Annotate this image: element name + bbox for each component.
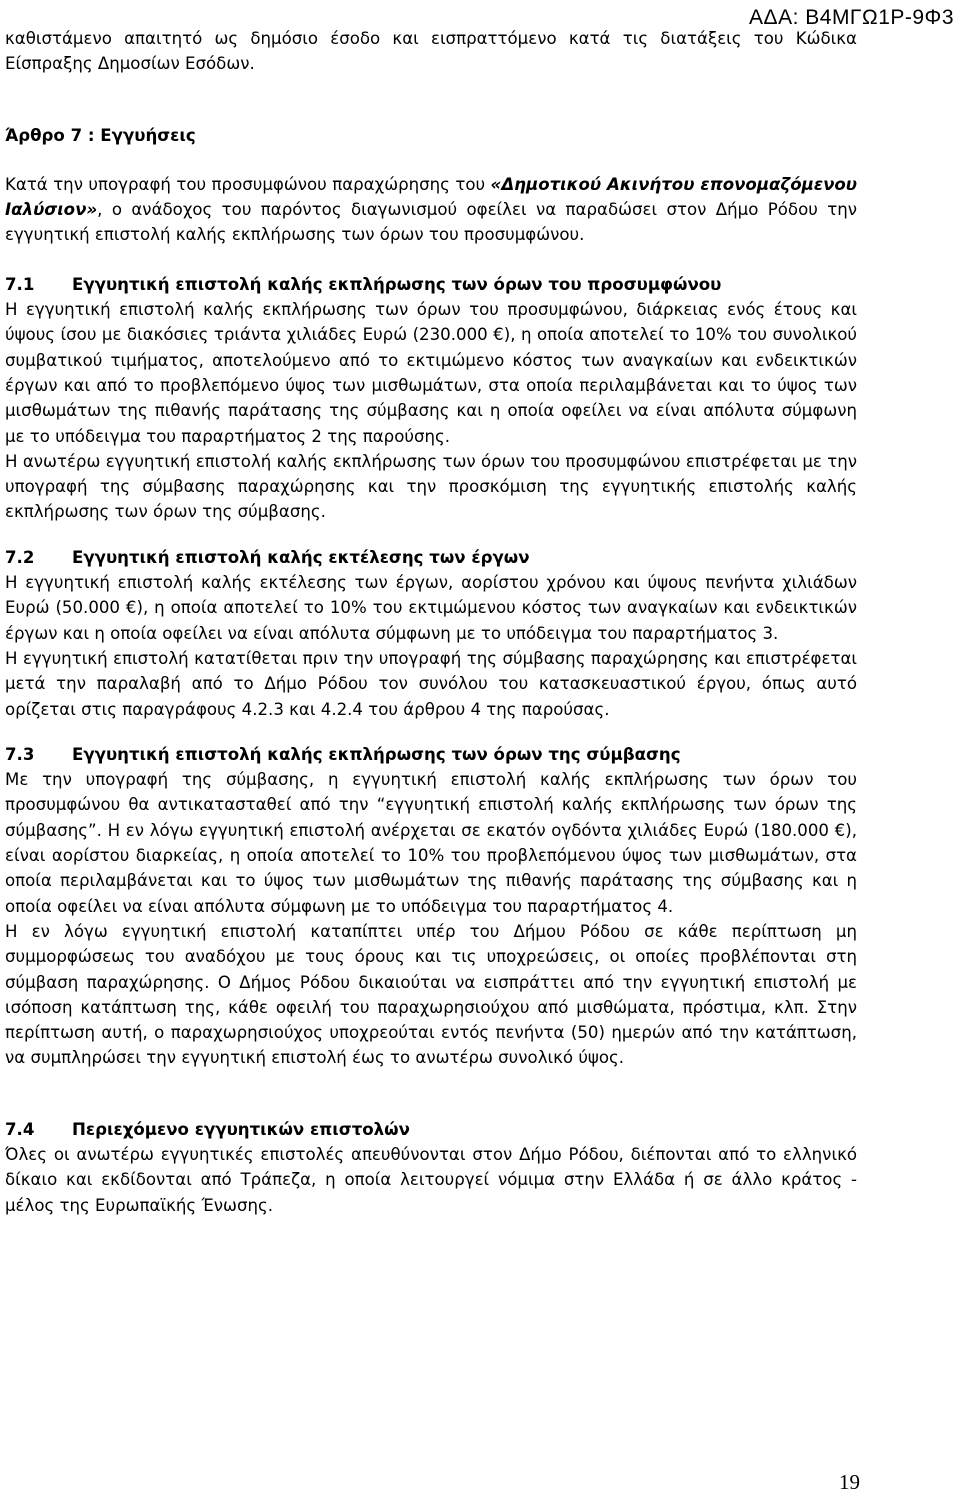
property-name: «Δημοτικού Ακινήτου επονομαζόμενου Ιαλύσιον» [5, 174, 857, 220]
section-number: 7.1 [5, 274, 35, 294]
section-7-4-paragraph-1: Όλες οι ανωτέρω εγγυητικές επιστολές απευθύνονται στον Δήμο Ρόδου, διέπονται από το ελληνικό δίκαιο και εκδίδονται από Τράπεζα, η οποία λειτουργεί νόμιμα στην Ελλάδα ή σε άλλο κράτος - μέλος της Ευρωπαϊκής Ένωσης. [5, 1144, 857, 1215]
spacer [5, 722, 857, 742]
article-7-heading: Άρθρο 7 : Εγγυήσεις [5, 125, 196, 145]
intro-paragraph: καθιστάμενο απαιτητό ως δημόσιο έσοδο και εισπραττόμενο κατά τις διατάξεις του Κώδικα Είσπραξης Δημοσίων Εσόδων. [5, 29, 857, 74]
section-number: 7.4 [5, 1119, 35, 1139]
section-title: Εγγυητική επιστολή καλής εκτέλεσης των έργων [72, 547, 530, 567]
section-7-3-paragraph-1: Με την υπογραφή της σύμβασης, η εγγυητική επιστολή καλής εκπλήρωσης των όρων του προσυμφώνου θα αντικατασταθεί από την “εγγυητική επιστολή καλής εκπλήρωσης των όρων της σύμβασης”. Η εν λόγω εγγυητική επιστολή ανέρχεται σε εκατόν ογδόντα χιλιάδες Ευρώ (180.000 €), είναι αορίστου διαρκείας, η οποία αποτελεί το 10% του προβλεπόμενου ύψος των μισθωμάτων, στα οποία περιλαμβάνεται και το ύψος των μισθωμάτων της πιθανής παράτασης της σύμβασης και η οποία οφείλει να είναι απόλυτα σύμφωνη με το υπόδειγμα του παραρτήματος 4. [5, 770, 857, 916]
section-7-3-heading [5, 742, 857, 767]
section-number: 7.2 [5, 547, 35, 567]
section-7-1-paragraph-2: Η ανωτέρω εγγυητική επιστολή καλής εκπλήρωσης των όρων του προσυμφώνου επιστρέφεται με την υπογραφή της σύμβασης παραχώρησης και την προσκόμιση της εγγυητικής επιστολής καλής εκπλήρωσης των όρων της σύμβασης. [5, 451, 857, 522]
section-title: Εγγυητική επιστολή καλής εκπλήρωσης των όρων της σύμβασης [72, 744, 681, 764]
spacer [5, 248, 857, 272]
section-7-1-paragraph-1: Η εγγυητική επιστολή καλής εκπλήρωσης των όρων του προσυμφώνου, διάρκειας ενός έτους και ύψους ίσου με διακόσιες τριάντα χιλιάδες Ευρώ (230.000 €), η οποία αποτελεί το 10% του συνολικού συμβατικού τιμήματος, αποτελούμενο από το εκτιμώμενο κόστος των αναγκαίων και ενδεικτικών έργων και από το προβλεπόμενο ύψος των μισθωμάτων, στα οποία περιλαμβάνεται και το ύψος των μισθωμάτων της πιθανής παράτασης της σύμβασης και η οποία οφείλει να είναι απόλυτα σύμφωνη με το υπόδειγμα του παραρτήματος 2 της παρούσης. [5, 300, 857, 446]
section-7-2-heading [5, 545, 857, 570]
section-7-3-paragraph-2: Η εν λόγω εγγυητική επιστολή καταπίπτει υπέρ του Δήμου Ρόδου σε κάθε περίπτωση μη συμμορφώσεως του αναδόχου με τους όρους και τις υποχρεώσεις, οι οποίες προβλέπονται στη σύμβαση παραχώρησης. Ο Δήμος Ρόδου δικαιούται να εισπράττει από την εγγυητική επιστολή με ισόποση κατάπτωση της, κάθε οφειλή του παραχωρησιούχου από μισθώματα, πρόστιμα, κλπ. Στην περίπτωση αυτή, ο παραχωρησιούχος υποχρεούται εντός πενήντα (50) ημερών από την κατάπτωση, να συμπληρώσει την εγγυητική επιστολή έως το ανωτέρω συνολικό ύψος. [5, 921, 857, 1068]
spacer [5, 1071, 857, 1117]
section-7-2-paragraph-2: Η εγγυητική επιστολή κατατίθεται πριν την υπογραφή της σύμβασης παραχώρησης και επιστρέφεται μετά την παραλαβή από το Δήμο Ρόδου τον συνόλου του κατασκευαστικού έργου, όπως αυτό ορίζεται στις παραγράφους 4.2.3 και 4.2.4 του άρθρου 4 της παρούσας. [5, 648, 857, 719]
section-7-1-heading [5, 272, 857, 297]
article-7-intro: Κατά την υπογραφή του προσυμφώνου παραχώρησης του «Δημοτικού Ακινήτου επονομαζόμενου Ιαλύσιον», ο ανάδοχος του παρόντος διαγωνισμού οφείλει να παραδώσει στον Δήμο Ρόδου την εγγυητική επιστολή καλής εκπλήρωσης των όρων του προσυμφώνου. [5, 174, 857, 245]
section-7-2-paragraph-1: Η εγγυητική επιστολή καλής εκτέλεσης των έργων, αορίστου χρόνου και ύψους πενήντα χιλιάδων Ευρώ (50.000 €), η οποία αποτελεί το 10% του εκτιμώμενου κόστος των αναγκαίων και ενδεικτικών έργων και η οποία οφείλει να είναι απόλυτα σύμφωνη με το υπόδειγμα του παραρτήματος 3. [5, 573, 857, 643]
page-number: 19 [839, 1470, 860, 1494]
spacer [5, 148, 857, 172]
spacer [5, 525, 857, 545]
section-title: Εγγυητική επιστολή καλής εκπλήρωσης των όρων του προσυμφώνου [72, 274, 722, 294]
document-page [5, 0, 857, 1218]
section-number: 7.3 [5, 744, 35, 764]
section-title: Περιεχόμενο εγγυητικών επιστολών [72, 1119, 410, 1139]
section-7-4-heading [5, 1117, 857, 1142]
ada-code: ΑΔΑ: Β4ΜΓΩ1Ρ-9Φ3 [749, 6, 954, 29]
spacer [5, 77, 857, 123]
